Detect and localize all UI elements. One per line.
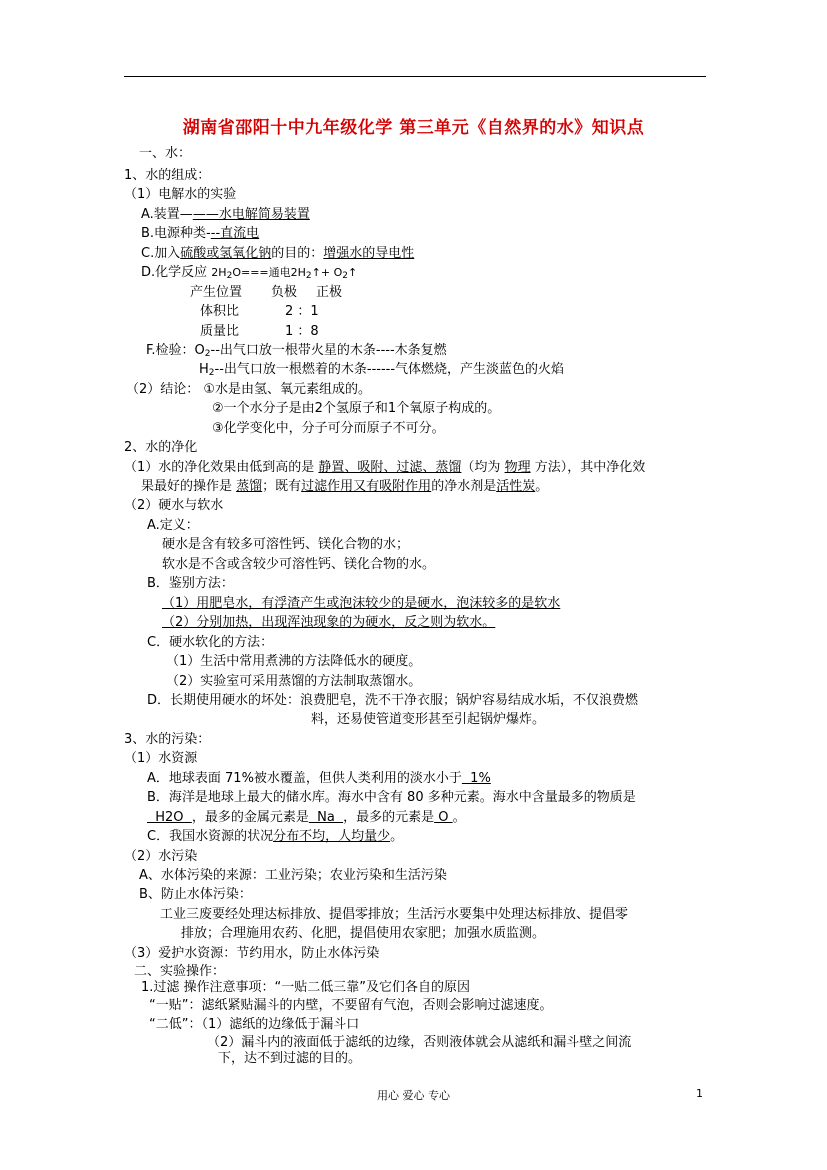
resources-a: A．地球表面 71%被水覆盖，但供人类利用的淡水小于 1% xyxy=(147,771,491,786)
line-purification-2: 果最好的操作是 蒸馏；既有过滤作用又有吸附作用的净水剂是活性炭。 xyxy=(141,479,549,494)
section-1-heading: 一、水： xyxy=(139,146,192,161)
filtration-two-low-2: （2）漏斗内的液面低于滤纸的边缘，否则液体就会从滤纸和漏斗壁之间流 xyxy=(207,1035,632,1050)
table-row-volume-label: 体积比 xyxy=(200,304,240,319)
line-purification-1: （1）水的净化效果由低到高的是 静置、吸附、过滤、蒸馏（均为 物理 方法），其中净化效 xyxy=(124,460,646,475)
pollution-prevention-2: 排放；合理施用农药、化肥，提倡使用农家肥；加强水质监测。 xyxy=(181,926,546,941)
heading-water-resources: （1）水资源 xyxy=(124,751,198,766)
conclusion-1: （2）结论： ①水是由氢、氧元素组成的。 xyxy=(126,382,372,397)
line-apparatus xyxy=(141,207,310,223)
filtration-two-low-1: “二低”：（1）滤纸的边缘低于漏斗口 xyxy=(149,1017,360,1032)
heading-identification: B．鉴别方法： xyxy=(147,576,234,591)
text: B.电源种类- xyxy=(141,226,211,241)
page-number: 1 xyxy=(696,1087,703,1100)
line-chemical-equation xyxy=(141,265,357,284)
identification-2: （2）分别加热，出现浑浊现象的为硬水，反之则为软水。 xyxy=(162,615,496,630)
harm-line-2: 料，还易使管道变形甚至引起锅炉爆炸。 xyxy=(311,712,546,727)
heading-electrolysis: （1）电解水的实验 xyxy=(124,187,237,202)
underlined-answer: --直流电 xyxy=(210,226,260,241)
softening-2: （2）实验室可采用蒸馏的方法制取蒸馏水。 xyxy=(166,674,422,689)
underlined-answer: 增强水的导电性 xyxy=(323,246,415,261)
table-row-mass-value: 1 ：8 xyxy=(285,324,319,339)
resources-b: B．海洋是地球上最大的储水库。海水中含有 80 多种元素。海水中含量最多的物质是 xyxy=(147,790,636,805)
line-additive-purpose xyxy=(141,246,414,262)
filtration-heading: 1.过滤 操作注意事项：“一贴二低三靠”及它们各自的原因 xyxy=(141,980,471,995)
pollution-prevention-heading: B、防止水体污染： xyxy=(139,887,252,902)
conclusion-2: ②一个水分子是由2个氢原子和1个氧原子构成的。 xyxy=(212,401,501,416)
identification-1: （1）用肥皂水，有浮渣产生或泡沫较少的是硬水，泡沫较多的是软水 xyxy=(162,596,561,611)
heading-water-composition: 1、水的组成： xyxy=(124,168,211,183)
filtration-two-low-2-continued: 下，达不到过滤的目的。 xyxy=(218,1051,362,1066)
text: 的目的： xyxy=(271,246,324,261)
resources-c: C．我国水资源的状况分布不均，人均量少。 xyxy=(147,829,404,844)
table-header: 产生位置 xyxy=(190,285,243,300)
definition-soft: 软水是不含或含较少可溶性钙、镁化合物的水。 xyxy=(162,557,436,572)
table-row-mass-label: 质量比 xyxy=(200,324,240,339)
underlined-answer: ——水电解简易装置 xyxy=(192,207,310,222)
protect-water: （3）爱护水资源：节约用水，防止水体污染 xyxy=(124,946,380,961)
heading-water-purification: 2、水的净化 xyxy=(124,440,198,455)
harm-line-1: D．长期使用硬水的坏处：浪费肥皂，洗不干净衣服；锅炉容易结成水垢，不仅浪费燃 xyxy=(147,693,639,708)
heading-water-pollution: 3、水的污染： xyxy=(124,732,211,747)
section-2-heading: 二、实验操作： xyxy=(134,964,226,979)
definition-hard: 硬水是含有较多可溶性钙、镁化合物的水； xyxy=(162,537,410,552)
heading-pollution: （2）水污染 xyxy=(124,849,198,864)
text: A.装置— xyxy=(141,207,193,222)
filtration-one-stick: “一贴”：滤纸紧贴漏斗的内壁，不要留有气泡，否则会影响过滤速度。 xyxy=(149,998,553,1013)
footer-motto: 用心 爱心 专心 xyxy=(377,1089,450,1102)
page-title: 湖南省邵阳十中九年级化学 第三单元《自然界的水》知识点 xyxy=(182,118,645,138)
line-test-hydrogen: $H_2--$出气口放一根燃着的木条------气体燃烧，产生淡蓝色的火焰 xyxy=(199,362,565,378)
line-power-source xyxy=(141,226,259,242)
header-rule xyxy=(124,76,706,77)
underlined-answer: 硫酸或氢氧化钠 xyxy=(180,246,272,261)
conclusion-3: ③化学变化中，分子可分而原子不可分。 xyxy=(212,421,445,436)
table-header-negative: 负极 xyxy=(271,285,298,300)
table-header-positive: 正极 xyxy=(316,285,343,300)
pollution-prevention-1: 工业三废要经处理达标排放、提倡零排放；生活污水要集中处理达标排放、提倡零 xyxy=(160,907,629,922)
heading-definition: A.定义： xyxy=(147,518,199,533)
heading-softening: C．硬水软化的方法： xyxy=(147,635,274,650)
table-row-volume-value: 2 ：1 xyxy=(285,304,319,319)
heading-hard-soft-water: （2）硬水与软水 xyxy=(124,498,224,513)
pollution-sources: A、水体污染的来源：工业污染；农业污染和生活污染 xyxy=(139,868,447,883)
line-test-oxygen: F.检验：$O_2--$出气口放一根带火星的木条----木条复燃 xyxy=(146,343,447,359)
resources-b-continued: H2O ，最多的金属元素是 Na ，最多的元素是 O 。 xyxy=(147,810,466,825)
equation: $2H_2O===$通电$2H_2↑+$ $O_2↑$ xyxy=(211,266,358,281)
text: D.化学反应 xyxy=(141,265,208,280)
text: C.加入 xyxy=(141,246,181,261)
softening-1: （1）生活中常用煮沸的方法降低水的硬度。 xyxy=(166,654,422,669)
